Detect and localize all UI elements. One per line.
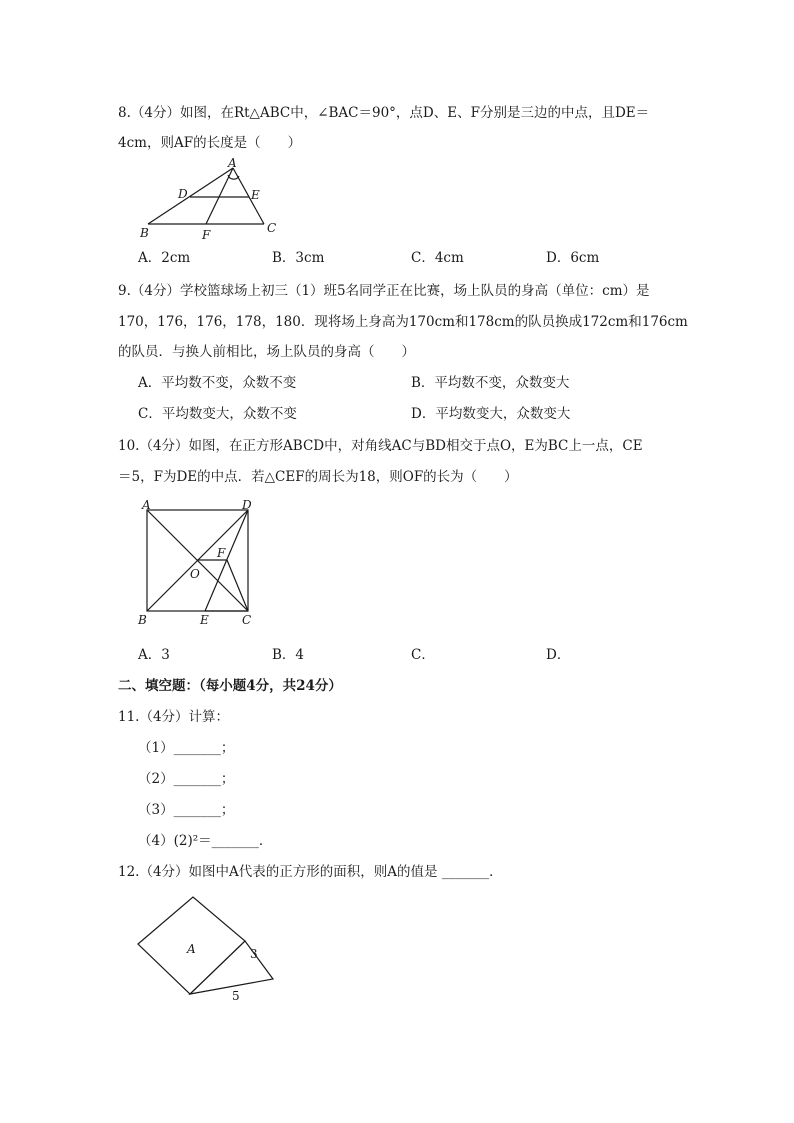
q10-segment-fc <box>227 560 248 611</box>
q8-label-e: E <box>251 188 260 202</box>
q8-triangle-figure <box>130 156 290 242</box>
q8-label-f: F <box>202 228 211 242</box>
q9-stem-line3: 的队员．与换人前相比，场上队员的身高（ ） <box>118 344 415 360</box>
q10-option-c[interactable]: C． <box>411 647 435 663</box>
q11-item-3: （3）_______； <box>138 802 235 818</box>
q8-label-d: D <box>178 187 188 201</box>
q12-stem: 12.（4分）如图中A代表的正方形的面积，则A的值是 _______． <box>118 864 503 880</box>
q11-item-1: （1）_______； <box>138 740 235 756</box>
q10-label-a: A <box>142 498 151 512</box>
q10-label-f: F <box>217 546 226 560</box>
q8-option-c[interactable]: C．4cm <box>411 250 464 266</box>
q10-option-d[interactable]: D． <box>546 647 571 663</box>
q8-stem-line1: 8.（4分）如图，在Rt△ABC中，∠BAC＝90°，点D、E、F分别是三边的中点，且DE＝ <box>118 105 650 121</box>
q8-stem-line2: 4cm，则AF的长度是（ ） <box>118 135 302 151</box>
q12-label-side3: 3 <box>250 947 258 961</box>
q10-stem-line2: ＝5，F为DE的中点．若△CEF的周长为18，则OF的长为（ ） <box>118 469 518 485</box>
q11-stem: 11.（4分）计算： <box>118 709 230 725</box>
q9-option-c[interactable]: C．平均数变大，众数不变 <box>138 406 297 422</box>
q8-option-d[interactable]: D．6cm <box>546 250 600 266</box>
q8-option-a[interactable]: A．2cm <box>138 250 191 266</box>
q11-item-4: （4）(2)²＝_______． <box>138 833 273 849</box>
q8-label-a: A <box>228 156 237 170</box>
q12-label-side5: 5 <box>232 989 240 1003</box>
q11-item-2: （2）_______； <box>138 771 235 787</box>
q8-option-b[interactable]: B．3cm <box>272 250 325 266</box>
q10-label-b: B <box>138 613 147 627</box>
section2-heading: 二、填空题：（每小题4分，共24分） <box>118 678 342 694</box>
q9-stem-line2: 170，176，176，178，180．现将场上身高为170cm和178cm的队员换成172cm和176cm <box>118 314 688 330</box>
q9-option-d[interactable]: D．平均数变大，众数变大 <box>411 406 571 422</box>
q8-label-b: B <box>140 226 149 240</box>
q10-label-c: C <box>242 613 252 627</box>
q10-option-b[interactable]: B．4 <box>272 647 305 663</box>
q8-label-c: C <box>267 221 277 235</box>
q10-square-figure <box>132 496 260 630</box>
q9-option-a[interactable]: A．平均数不变，众数不变 <box>138 375 297 391</box>
q10-label-d: D <box>242 498 252 512</box>
q10-label-o: O <box>190 567 200 581</box>
q12-label-a: A <box>187 942 196 956</box>
q10-option-a[interactable]: A．3 <box>138 647 170 663</box>
q12-square-triangle-figure <box>132 890 282 1005</box>
q10-label-e: E <box>200 613 209 627</box>
q12-right-triangle <box>190 941 273 994</box>
q8-side-ab <box>148 168 233 224</box>
q9-stem-line1: 9.（4分）学校篮球场上初三（1）班5名同学正在比赛，场上队员的身高（单位：cm）是 <box>118 283 650 299</box>
q10-stem-line1: 10.（4分）如图，在正方形ABCD中，对角线AC与BD相交于点O，E为BC上一点，CE <box>118 438 643 454</box>
q9-option-b[interactable]: B．平均数不变，众数变大 <box>411 375 570 391</box>
